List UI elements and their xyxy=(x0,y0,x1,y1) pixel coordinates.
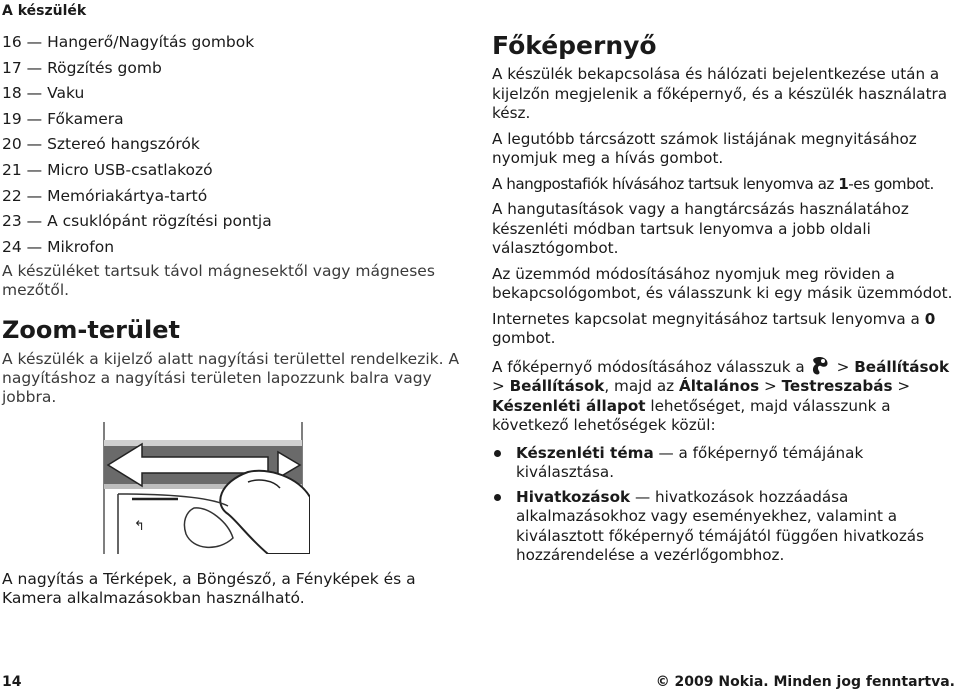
paragraph: A készülék bekapcsolása és hálózati bejelentkezése után a kijelzőn megjelenik a főképernyő, és a készülék használatra kész. xyxy=(492,65,948,122)
menu-key-icon xyxy=(811,355,831,377)
paragraph: Az üzemmód módosításához nyomjuk meg röviden a bekapcsológombot, és válasszunk ki egy másik üzemmódot. xyxy=(492,264,953,302)
bullet-icon xyxy=(494,494,501,501)
list-item: 17 — Rögzítés gomb xyxy=(2,58,162,77)
list-item: 24 — Mikrofon xyxy=(2,237,115,256)
list-item: 22 — Memóriakártya-tartó xyxy=(2,186,208,205)
zoom-text: A készülék a kijelző alatt nagyítási területtel rendelkezik. A nagyításhoz a nagyítási területen lapozzunk balra vagy jobbra. xyxy=(2,350,460,407)
list-item: Készenléti téma — a főképernyő témájának kiválasztása. xyxy=(492,444,954,483)
paragraph: A főképernyő módosításához válasszuk a > Beállítások > Beállítások, majd az Általános > Testreszabás > Készenléti állapot lehetőséget, majd válasszunk a következő lehetőségek közül: xyxy=(492,355,954,436)
bullet-icon xyxy=(494,450,501,457)
paragraph: A legutóbb tárcsázott számok listájának megnyitásához nyomjuk meg a hívás gombot. xyxy=(492,129,917,167)
list-item: Hivatkozások — hivatkozások hozzáadása alkalmazásokhoz vagy eseményekhez, valamint a kiválasztott főképernyő témájától függően hivatkozás hozzárendelése a vezérlőgombhoz. xyxy=(492,488,954,566)
zoom-heading: Zoom-terület xyxy=(2,316,180,345)
home-screen-heading: Főképernyő xyxy=(492,31,657,60)
options-list xyxy=(492,444,954,566)
list-item: 18 — Vaku xyxy=(2,84,85,103)
page-number: 14 xyxy=(2,674,22,690)
zoom-swipe-illustration xyxy=(98,422,310,554)
zoom-apps-text: A nagyítás a Térképek, a Böngésző, a Fényképek és a Kamera alkalmazásokban használható. xyxy=(2,570,416,607)
magnet-note: A készüléket tartsuk távol mágnesektől vagy mágneses mezőtől. xyxy=(2,262,435,300)
svg-text:↰: ↰ xyxy=(134,519,145,534)
list-item: 23 — A csuklópánt rögzítési pontja xyxy=(2,212,272,231)
list-item: 19 — Főkamera xyxy=(2,109,124,128)
left-column xyxy=(2,0,472,607)
list-item: 16 — Hangerő/Nagyítás gombok xyxy=(2,33,255,51)
paragraph: Internetes kapcsolat megnyitásához tartsuk lenyomva a 0 gombot. xyxy=(492,309,936,347)
list-item: 20 — Sztereó hangszórók xyxy=(2,135,200,154)
list-item: 21 — Micro USB-csatlakozó xyxy=(2,160,213,179)
copyright: © 2009 Nokia. Minden jog fenntartva. xyxy=(655,674,955,690)
parts-list xyxy=(2,30,472,260)
paragraph: A hangpostafiók hívásához tartsuk lenyomva az 1-es gombot. xyxy=(492,174,934,193)
right-column xyxy=(492,0,954,566)
paragraph: A hangutasítások vagy a hangtárcsázás használatához készenléti módban tartsuk lenyomva a jobb oldali választógombot. xyxy=(492,200,909,257)
section-title: A készülék xyxy=(2,3,87,19)
